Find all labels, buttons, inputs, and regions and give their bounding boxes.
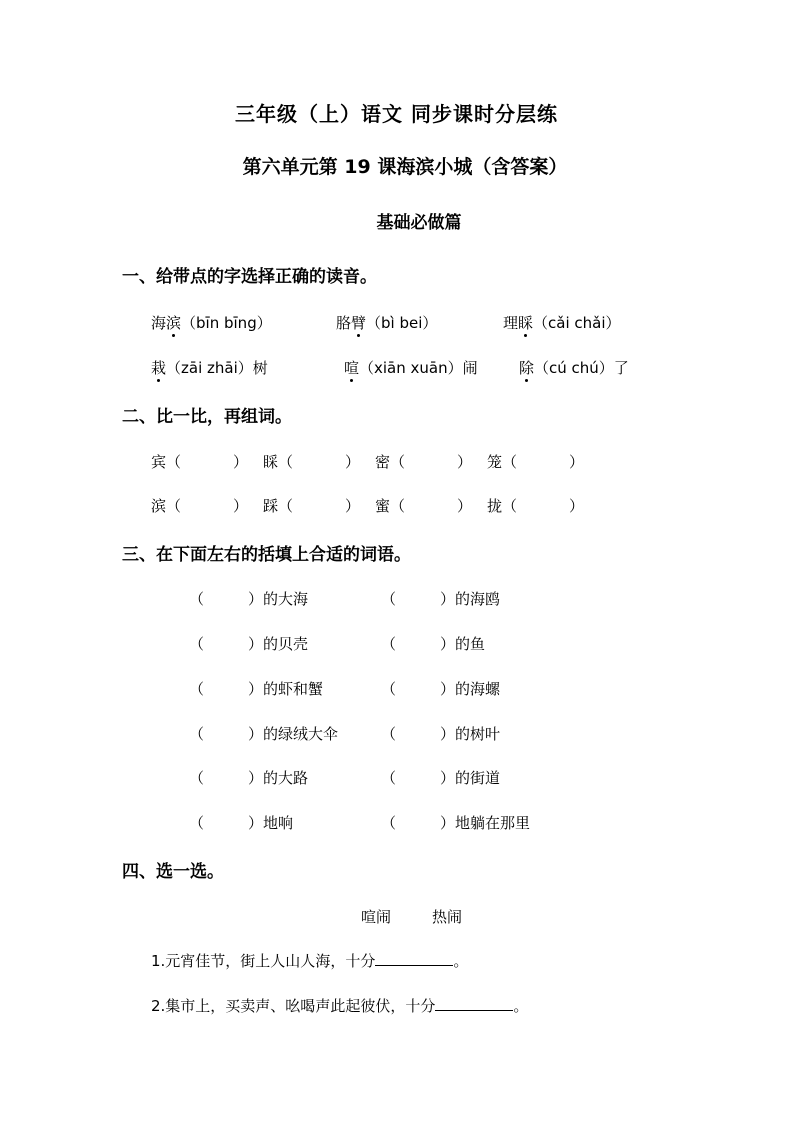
q3-right-item: [381, 633, 485, 654]
q3-left-item: [189, 588, 308, 609]
close-paren: ）: [233, 453, 249, 471]
close-paren: ）: [440, 769, 456, 787]
q1-item: [151, 357, 268, 378]
q3-phrase: 的贝壳: [263, 635, 309, 653]
q3-phrase: 的海螺: [455, 680, 501, 698]
answer-blank[interactable]: [435, 996, 513, 1011]
open-paren: （: [166, 453, 182, 471]
open-paren: （: [381, 590, 397, 608]
q3-phrase: 地躺在那里: [455, 814, 531, 832]
q3-left-item: [189, 633, 308, 654]
open-paren: （: [189, 814, 205, 832]
close-paren: ）: [440, 590, 456, 608]
q1-pinyin-options: （bì bei）: [366, 314, 438, 332]
q2-item: [151, 495, 248, 516]
question-4-heading: 四、选一选。: [122, 862, 224, 882]
open-paren: （: [189, 635, 205, 653]
open-paren: （: [502, 453, 518, 471]
q3-left-item: [189, 767, 308, 788]
q2-char: 蜜: [375, 497, 391, 515]
open-paren: （: [381, 680, 397, 698]
section-title: 基础必做篇: [376, 213, 462, 233]
close-paren: ）: [248, 680, 264, 698]
close-paren: ）: [233, 497, 249, 515]
q3-phrase: 的海鸥: [455, 590, 501, 608]
q3-phrase: 地响: [263, 814, 294, 832]
q1-item: [503, 312, 621, 333]
q1-item: [344, 357, 478, 378]
open-paren: （: [189, 769, 205, 787]
q2-char: 滨: [151, 497, 167, 515]
open-paren: （: [381, 769, 397, 787]
q3-phrase: 的树叶: [455, 725, 501, 743]
q2-item: [263, 495, 360, 516]
worksheet-title: 三年级（上）语文 同步课时分层练: [235, 102, 558, 126]
close-paren: ）: [457, 453, 473, 471]
q1-char: 海: [151, 314, 167, 332]
open-paren: （: [278, 453, 294, 471]
q2-item: [151, 451, 248, 472]
q2-char: 笼: [487, 453, 503, 471]
q4-sentence: 2.集市上，买卖声、吆喝声此起彼伏，十分: [151, 997, 436, 1015]
q4-option: 热闹: [432, 908, 463, 926]
close-paren: ）: [345, 497, 361, 515]
q3-phrase: 的大路: [263, 769, 309, 787]
close-paren: ）: [440, 680, 456, 698]
close-paren: ）: [440, 635, 456, 653]
open-paren: （: [166, 497, 182, 515]
open-paren: （: [189, 590, 205, 608]
q2-item: [263, 451, 360, 472]
close-paren: ）: [345, 453, 361, 471]
q3-right-item: [381, 588, 500, 609]
open-paren: （: [381, 814, 397, 832]
open-paren: （: [189, 725, 205, 743]
close-paren: ）: [569, 497, 585, 515]
q4-option: 喧闹: [361, 908, 392, 926]
close-paren: ）: [440, 725, 456, 743]
q1-pinyin-options: （cǎi chǎi）: [533, 314, 621, 332]
q4-punct: 。: [453, 952, 469, 970]
q2-item: [487, 451, 584, 472]
q4-item: [151, 950, 468, 971]
close-paren: ）: [248, 769, 264, 787]
q3-phrase: 的鱼: [455, 635, 486, 653]
open-paren: （: [390, 497, 406, 515]
close-paren: ）: [248, 814, 264, 832]
q3-right-item: [381, 723, 500, 744]
q2-item: [375, 451, 472, 472]
q1-pinyin-options: （xiān xuān）闹: [359, 359, 478, 377]
q3-left-item: [189, 678, 323, 699]
q3-right-item: [381, 767, 500, 788]
q3-phrase: 的虾和蟹: [263, 680, 324, 698]
q1-item: [519, 357, 629, 378]
q4-item: [151, 995, 528, 1016]
q1-dotted-char: 臂: [351, 314, 367, 332]
q3-phrase: 的大海: [263, 590, 309, 608]
q3-left-item: [189, 812, 293, 833]
q2-char: 睬: [263, 453, 279, 471]
q4-punct: 。: [513, 997, 529, 1015]
close-paren: ）: [569, 453, 585, 471]
q2-char: 踩: [263, 497, 279, 515]
q3-phrase: 的绿绒大伞: [263, 725, 339, 743]
q2-char: 宾: [151, 453, 167, 471]
q2-char: 密: [375, 453, 391, 471]
question-2-heading: 二、比一比，再组词。: [122, 407, 292, 427]
q2-char: 拢: [487, 497, 503, 515]
q3-left-item: [189, 723, 338, 744]
q1-dotted-char: 栽: [151, 359, 167, 377]
q1-dotted-char: 滨: [166, 314, 182, 332]
question-1-heading: 一、给带点的字选择正确的读音。: [122, 267, 377, 287]
open-paren: （: [278, 497, 294, 515]
q1-pinyin-options: （zāi zhāi）树: [166, 359, 268, 377]
q1-item: [151, 312, 272, 333]
close-paren: ）: [248, 635, 264, 653]
close-paren: ）: [457, 497, 473, 515]
close-paren: ）: [248, 590, 264, 608]
q1-item: [336, 312, 437, 333]
open-paren: （: [390, 453, 406, 471]
q1-pinyin-options: （cú chú）了: [534, 359, 629, 377]
close-paren: ）: [440, 814, 456, 832]
open-paren: （: [189, 680, 205, 698]
close-paren: ）: [248, 725, 264, 743]
answer-blank[interactable]: [375, 951, 453, 966]
q1-char: 理: [503, 314, 519, 332]
q1-pinyin-options: （bīn bīng）: [181, 314, 272, 332]
q1-dotted-char: 除: [519, 359, 535, 377]
q3-right-item: [381, 678, 500, 699]
worksheet-subtitle: 第六单元第 19 课海滨小城（含答案）: [242, 156, 568, 178]
open-paren: （: [381, 725, 397, 743]
q2-item: [487, 495, 584, 516]
question-3-heading: 三、在下面左右的括填上合适的词语。: [122, 545, 411, 565]
q1-dotted-char: 喧: [344, 359, 360, 377]
q4-sentence: 1.元宵佳节，街上人山人海，十分: [151, 952, 376, 970]
q3-phrase: 的街道: [455, 769, 501, 787]
q2-item: [375, 495, 472, 516]
open-paren: （: [381, 635, 397, 653]
q1-dotted-char: 睬: [518, 314, 534, 332]
q1-char: 胳: [336, 314, 352, 332]
q3-right-item: [381, 812, 530, 833]
open-paren: （: [502, 497, 518, 515]
